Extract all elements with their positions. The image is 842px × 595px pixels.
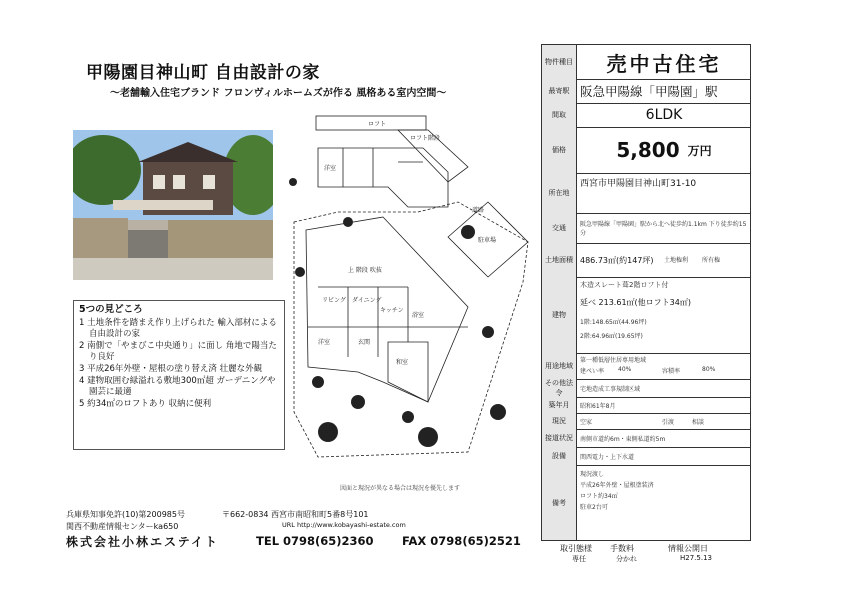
address: 〒662-0834 西宮市南昭和町5番8号101 — [222, 510, 369, 519]
property-type: 売中古住宅 — [606, 51, 722, 76]
plan-label-western-2: 洋室 — [324, 165, 337, 172]
highlight-item: 2 南側で「やまびこ中央通り」に面し 角地で陽当たり良好 — [79, 340, 277, 363]
remark-item: ロフト約34㎡ — [580, 493, 618, 500]
price: 5,800 — [616, 138, 680, 162]
fax: FAX 0798(65)2521 — [402, 534, 521, 548]
label-building: 建物 — [542, 277, 577, 353]
label-address: 所在地 — [542, 173, 577, 213]
label-zoning: 用途地域 — [542, 353, 577, 379]
other-law: 宅地造成工事規制区域 — [580, 385, 641, 393]
label-station: 最寄駅 — [542, 79, 577, 103]
page-subtitle: ～老舗輸入住宅ブランド フロンヴィルホームズが作る 風格ある室内空間～ — [110, 88, 447, 99]
plan-label-bath: 浴室 — [412, 312, 425, 319]
floor1-area: 1階:148.65㎡(44.96坪) — [580, 319, 647, 326]
plan-label-living: リビング — [322, 297, 346, 304]
structure: 木造スレート葺2階ロフト付 — [580, 281, 669, 289]
label-land: 土地面積 — [542, 243, 577, 277]
plan-label-kitchen: キッチン — [380, 307, 404, 314]
label-trade: 取引態様 — [560, 544, 592, 553]
tel: TEL 0798(65)2360 — [256, 534, 374, 548]
plan-label-western: 洋室 — [318, 339, 331, 346]
label-road: 接道状況 — [542, 429, 577, 447]
property-address: 西宮市甲陽園目神山町31-10 — [580, 179, 697, 189]
remarks — [580, 469, 654, 513]
label-far: 容積率 — [662, 368, 681, 375]
label-other-law: その他法令 — [542, 379, 577, 397]
highlights-box — [73, 300, 285, 450]
fee: 分かれ — [616, 555, 637, 563]
highlight-item: 1 土地条件を踏まえ作り上げられた 輸入部材による自由設計の家 — [79, 317, 277, 340]
label-info-date: 情報公開日 — [668, 544, 708, 553]
label-delivery: 引渡 — [662, 419, 675, 426]
label-built: 築年月 — [542, 397, 577, 413]
station: 阪急甲陽線「甲陽園」駅 — [580, 84, 718, 99]
plan-label-road: 道路 — [472, 207, 485, 214]
built: 昭和61年8月 — [580, 402, 616, 410]
floor-plan — [288, 112, 534, 482]
floor2-area: 2階:64.96㎡(19.65坪) — [580, 333, 643, 340]
label-remarks: 備考 — [542, 465, 577, 540]
plan-note: 図面と現況が異なる場合は現況を優先します — [340, 485, 461, 492]
label-fee: 手数料 — [610, 544, 634, 553]
association: 関西不動産情報センターka650 — [66, 522, 179, 531]
layout: 6LDK — [645, 107, 683, 123]
plan-label-garage: 駐車場 — [478, 237, 497, 244]
plan-label-upper: 上 階段 吹抜 — [348, 267, 382, 274]
access: 阪急甲陽線「甲陽園」駅から北へ徒歩約1.1km 下り徒歩約15分 — [580, 221, 747, 237]
far: 80% — [702, 366, 716, 373]
label-price: 価格 — [542, 127, 577, 173]
highlights-heading: 5つの見どころ — [79, 304, 143, 315]
spec-table — [541, 44, 751, 541]
company-name: 株式会社小林エステイト — [66, 535, 219, 549]
plan-label-entrance: 玄関 — [358, 339, 371, 346]
label-land-right: 土地権利 — [664, 257, 689, 264]
plan-label-loft: ロフト — [368, 121, 387, 128]
zoning: 第一種低層住居専用地域 — [580, 357, 647, 364]
current: 空家 — [580, 418, 593, 426]
facility: 関西電力・上下水道 — [580, 453, 635, 461]
label-layout: 間取 — [542, 103, 577, 127]
label-access: 交通 — [542, 213, 577, 243]
highlight-item: 3 平成26年外壁・屋根の塗り替え済 壮麗な外観 — [79, 363, 263, 374]
label-coverage: 建ぺい率 — [580, 368, 605, 375]
remark-item: 駐車2台可 — [580, 504, 608, 511]
plan-label-dining: ダイニング — [352, 297, 382, 304]
highlight-item: 4 建物取囲む緑溢れる敷地300㎡超 ガーデニングや園芸に最適 — [79, 375, 276, 398]
license: 兵庫県知事免許(10)第200985号 — [66, 510, 185, 519]
label-current: 現況 — [542, 413, 577, 429]
trade: 専任 — [572, 555, 586, 563]
label-facility: 設備 — [542, 447, 577, 465]
url: URL http://www.kobayashi-estate.com — [282, 521, 406, 529]
label-type: 物件種目 — [542, 45, 577, 79]
highlight-item: 5 約34㎡のロフトあり 収納に便利 — [79, 398, 212, 409]
total-area: 延べ 213.61㎡(他ロフト34㎡) — [580, 298, 691, 307]
plan-label-loft-stair: ロフト階段 — [410, 135, 441, 142]
plan-label-japanese: 和室 — [396, 359, 409, 366]
house-photo — [73, 130, 273, 280]
delivery: 相談 — [692, 419, 705, 426]
land-area: 486.73㎡(約147坪) — [580, 255, 654, 265]
info-date: H27.5.13 — [680, 554, 712, 562]
remark-item: 平成26年外壁・屋根塗装済 — [580, 482, 654, 489]
price-unit: 万円 — [687, 143, 712, 158]
road: 南側市道約6m・東側私道約5m — [580, 435, 666, 443]
coverage: 40% — [618, 366, 632, 373]
land-right: 所有権 — [702, 257, 721, 264]
page-title: 甲陽園目神山町 自由設計の家 — [86, 63, 320, 83]
remark-item: 現況渡し — [580, 471, 605, 478]
